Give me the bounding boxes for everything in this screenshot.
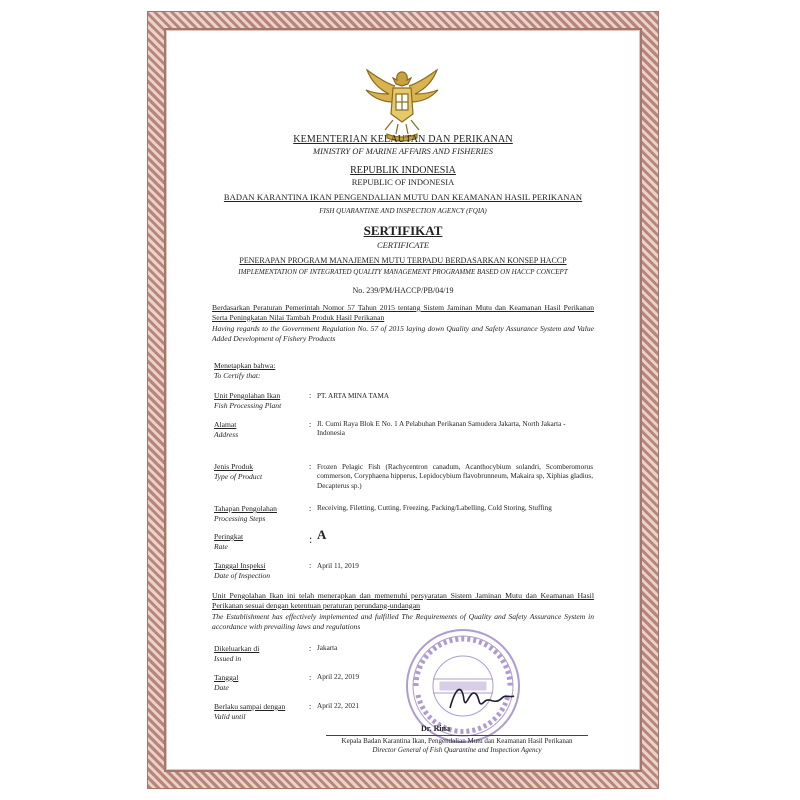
certificate-title-en: CERTIFICATE bbox=[376, 240, 430, 250]
unit-label-id: Unit Pengolahan Ikan bbox=[214, 391, 281, 400]
certificate-number: No. 239/PM/HACCP/PB/04/19 bbox=[352, 286, 454, 295]
issued-place-colon: : bbox=[309, 644, 312, 653]
valid-until-label-id: Berlaku sampai dengan bbox=[214, 702, 286, 711]
issued-place-value: Jakarta bbox=[317, 644, 338, 652]
unit-label bbox=[214, 391, 281, 411]
issued-place-label-en: Issued in bbox=[214, 654, 242, 663]
program-title-id: PENERAPAN PROGRAM MANAJEMEN MUTU TERPADU BERDASARKAN KONSEP HACCP bbox=[239, 256, 567, 265]
steps-label bbox=[214, 504, 277, 524]
statement-id: Unit Pengolahan Ikan ini telah menerapkan dan memenuhi persyaratan Sistem Jaminan Mutu dan Keamanan Hasil Perikanan sesuai dengan ketentuan peraturan perundang-undangan bbox=[212, 591, 594, 610]
preamble-id: Berdasarkan Peraturan Pemerintah Nomor 57 Tahun 2015 tentang Sistem Jaminan Mutu dan Keamanan Hasil Perikanan Serta Peningkatan Nilai Tambah Produk Hasil Perikanan bbox=[212, 303, 594, 322]
issue-date-label-id: Tanggal bbox=[214, 673, 239, 682]
product-value: Frozen Pelagic Fish (Rachycentron canadum, Acanthocybium solandri, Scomberomorus commerson, Coryphaena hipperus, Lepidocybium flavobrunneum, Makaira sp, Xiphias gladius, Decapterus sp.) bbox=[317, 463, 593, 490]
valid-until-label-en: Valid until bbox=[214, 712, 246, 721]
issued-place-label-id: Dikeluarkan di bbox=[214, 644, 260, 653]
ministry-name-en: MINISTRY OF MARINE AFFAIRS AND FISHERIES bbox=[313, 146, 493, 156]
steps-label-id: Tahapan Pengolahan bbox=[214, 504, 277, 513]
inspection-value: April 11, 2019 bbox=[317, 562, 359, 570]
issue-date-colon: : bbox=[309, 673, 312, 682]
issue-date-value: April 22, 2019 bbox=[317, 673, 360, 681]
inspection-label-en: Date of Inspection bbox=[214, 571, 271, 580]
signatory-title-en: Director General of Fish Quarantine and Inspection Agency bbox=[372, 746, 542, 754]
issue-date-label-en: Date bbox=[214, 683, 229, 692]
republic-name-en: REPUBLIC OF INDONESIA bbox=[351, 177, 455, 187]
certify-label-en: To Certify that: bbox=[214, 371, 261, 380]
agency-name-id: BADAN KARANTINA IKAN PENGENDALIAN MUTU DAN KEAMANAN HASIL PERIKANAN bbox=[223, 192, 583, 202]
address-value: Jl. Cumi Raya Blok E No. 1 A Pelabuhan Perikanan Samudera Jakarta, North Jakarta - Indonesia bbox=[317, 420, 566, 438]
product-label-en: Type of Product bbox=[214, 472, 263, 481]
inspection-label bbox=[214, 561, 270, 581]
inspection-label-id: Tanggal Inspeksi bbox=[214, 561, 266, 570]
agency-name-en: FISH QUARANTINE AND INSPECTION AGENCY (FQIA) bbox=[319, 207, 487, 215]
issued-place-label bbox=[214, 644, 259, 664]
address-label-en: Address bbox=[214, 430, 239, 439]
product-colon: : bbox=[309, 462, 312, 471]
signatory-title-id: Kepala Badan Karantina Ikan, Pengendalian Mutu dan Keamanan Hasil Perikanan bbox=[341, 737, 573, 745]
steps-value: Receiving, Filetting, Cutting, Freezing, Packing/Labelling, Cold Storing, Stuffing bbox=[317, 504, 552, 512]
unit-value: PT. ARTA MINA TAMA bbox=[317, 392, 390, 400]
steps-colon: : bbox=[309, 504, 312, 513]
steps-label-en: Processing Steps bbox=[214, 514, 266, 523]
inspection-colon: : bbox=[309, 561, 312, 570]
certificate-content bbox=[166, 30, 640, 770]
rate-label bbox=[214, 532, 243, 552]
valid-until-value: April 22, 2021 bbox=[317, 702, 360, 710]
statement-en: The Establishment has effectively implemented and fulfilled The Requirements of Quality and Safety Assurance System in accordance with prevailing laws and regulations bbox=[212, 612, 594, 631]
signature-line bbox=[326, 735, 588, 736]
certificate-title-id: SERTIFIKAT bbox=[363, 223, 443, 238]
program-title-en: IMPLEMENTATION OF INTEGRATED QUALITY MANAGEMENT PROGRAMME BASED ON HACCP CONCEPT bbox=[238, 268, 568, 276]
rate-label-id: Peringkat bbox=[214, 532, 244, 541]
rate-colon: : bbox=[309, 532, 313, 546]
unit-colon: : bbox=[309, 391, 312, 400]
valid-until-colon: : bbox=[309, 702, 312, 711]
ministry-name-id: KEMENTERIAN KELAUTAN DAN PERIKANAN bbox=[293, 134, 513, 145]
valid-until-label bbox=[214, 702, 285, 722]
issue-date-label bbox=[214, 673, 238, 693]
handwritten-signature-icon bbox=[446, 680, 516, 716]
address-colon: : bbox=[309, 420, 312, 429]
address-label bbox=[214, 420, 238, 440]
unit-label-en: Fish Processing Plant bbox=[214, 401, 282, 410]
address-label-id: Alamat bbox=[214, 420, 237, 429]
certify-label-id: Menetapkan bahwa: bbox=[214, 361, 276, 370]
signatory-name: Dr. Rina bbox=[421, 724, 451, 733]
product-label-id: Jenis Produk bbox=[214, 462, 254, 471]
preamble-en: Having regards to the Government Regulation No. 57 of 2015 laying down Quality and Safety Assurance System and Value Added Development of Fishery Products bbox=[212, 324, 594, 343]
rate-value: A bbox=[317, 527, 327, 542]
rate-label-en: Rate bbox=[214, 542, 228, 551]
certify-label bbox=[214, 361, 275, 381]
product-label bbox=[214, 462, 262, 482]
republic-name-id: REPUBLIK INDONESIA bbox=[350, 165, 456, 176]
